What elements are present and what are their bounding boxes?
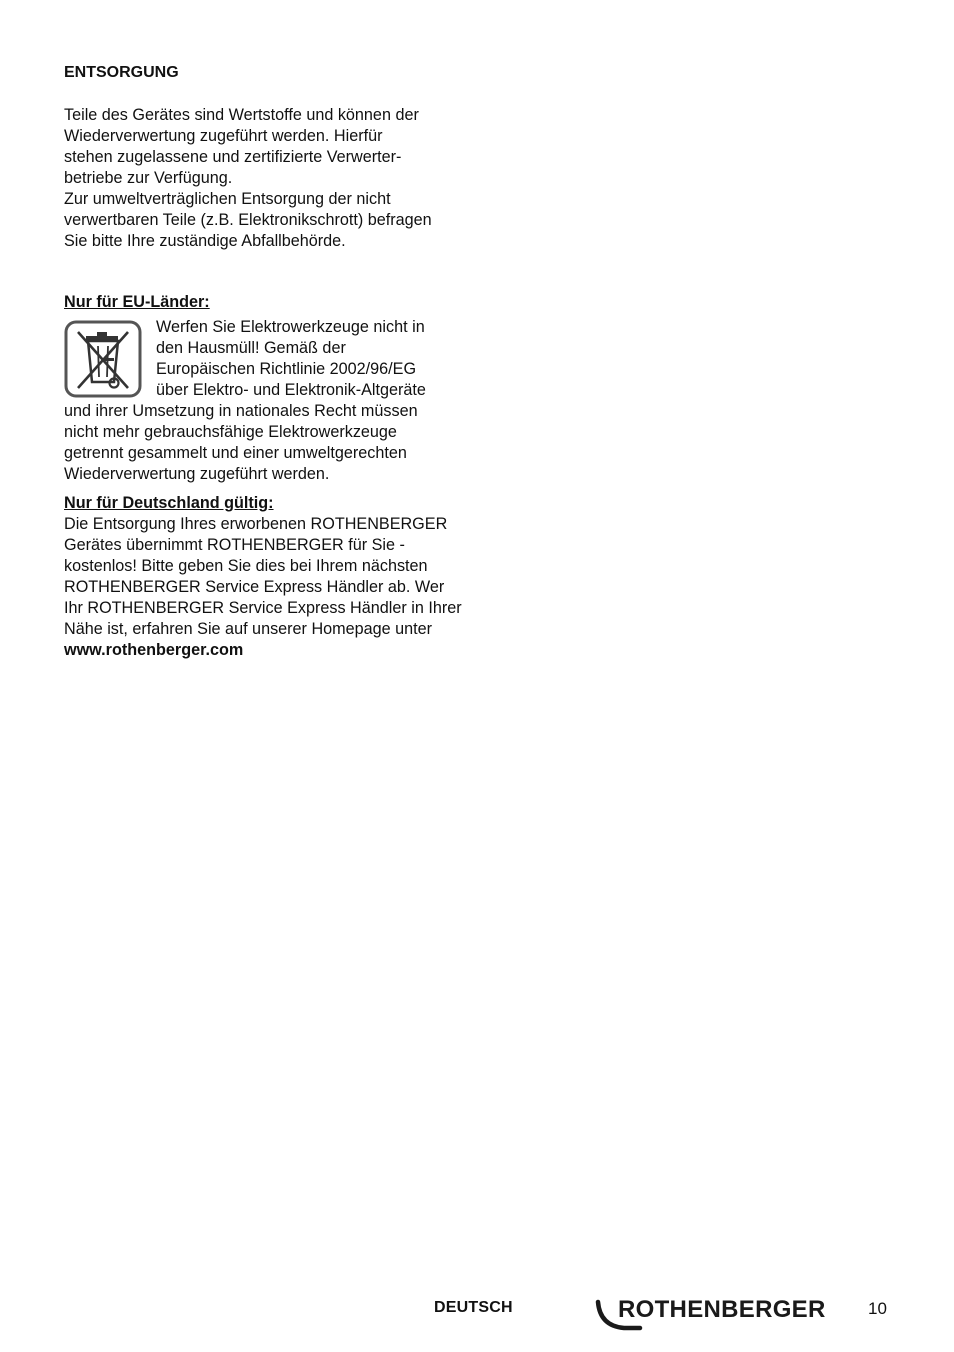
text-line: Zur umweltverträglichen Entsorgung der nicht <box>64 190 391 208</box>
page-number: 10 <box>868 1299 887 1318</box>
de-heading: Nur für Deutschland gültig: <box>64 494 274 512</box>
text-line: über Elektro- und Elektronik-Altgeräte <box>156 381 426 399</box>
crossed-out-wheelie-bin-icon <box>64 320 142 398</box>
text-line: betriebe zur Verfügung. <box>64 169 233 187</box>
rothenberger-logo <box>594 1296 840 1332</box>
text-line: nicht mehr gebrauchsfähige Elektrowerkzeuge <box>64 423 397 441</box>
text-line: stehen zugelassene und zertifizierte Verwerter- <box>64 148 402 166</box>
text-line: Ihr ROTHENBERGER Service Express Händler in Ihrer <box>64 599 462 617</box>
section-heading: ENTSORGUNG <box>64 64 179 81</box>
text-line: Sie bitte Ihre zuständige Abfallbehörde. <box>64 232 346 250</box>
text-line: verwertbaren Teile (z.B. Elektronikschrott) befragen <box>64 211 432 229</box>
text-line: Gerätes übernimmt ROTHENBERGER für Sie - <box>64 536 405 554</box>
text-line: Teile des Gerätes sind Wertstoffe und können der <box>64 106 419 124</box>
text-line: Wiederverwertung zugeführt werden. Hierfür <box>64 127 383 145</box>
content-column <box>64 62 466 661</box>
text-line: Nähe ist, erfahren Sie auf unserer Homepage unter <box>64 620 433 638</box>
text-line: und ihrer Umsetzung in nationales Recht müssen <box>64 402 418 420</box>
text-line: Wiederverwertung zugeführt werden. <box>64 465 330 483</box>
logo-text: ROTHENBERGER <box>618 1296 826 1323</box>
text-line: Werfen Sie Elektrowerkzeuge nicht in <box>156 318 425 336</box>
footer-language: DEUTSCH <box>434 1299 513 1316</box>
text-line: kostenlos! Bitte geben Sie dies bei Ihrem nächsten <box>64 557 428 575</box>
text-line: Die Entsorgung Ihres erworbenen ROTHENBERGER <box>64 515 448 533</box>
website-link[interactable]: www.rothenberger.com <box>64 641 244 659</box>
text-line: Europäischen Richtlinie 2002/96/EG <box>156 360 417 378</box>
de-paragraph <box>64 514 466 661</box>
intro-paragraph <box>64 105 466 252</box>
text-line: getrennt gesammelt und einer umweltgerechten <box>64 444 407 462</box>
eu-notice <box>64 317 466 485</box>
eu-heading: Nur für EU-Länder: <box>64 293 210 311</box>
text-line: ROTHENBERGER Service Express Händler ab. Wer <box>64 578 445 596</box>
text-line: den Hausmüll! Gemäß der <box>156 339 346 357</box>
